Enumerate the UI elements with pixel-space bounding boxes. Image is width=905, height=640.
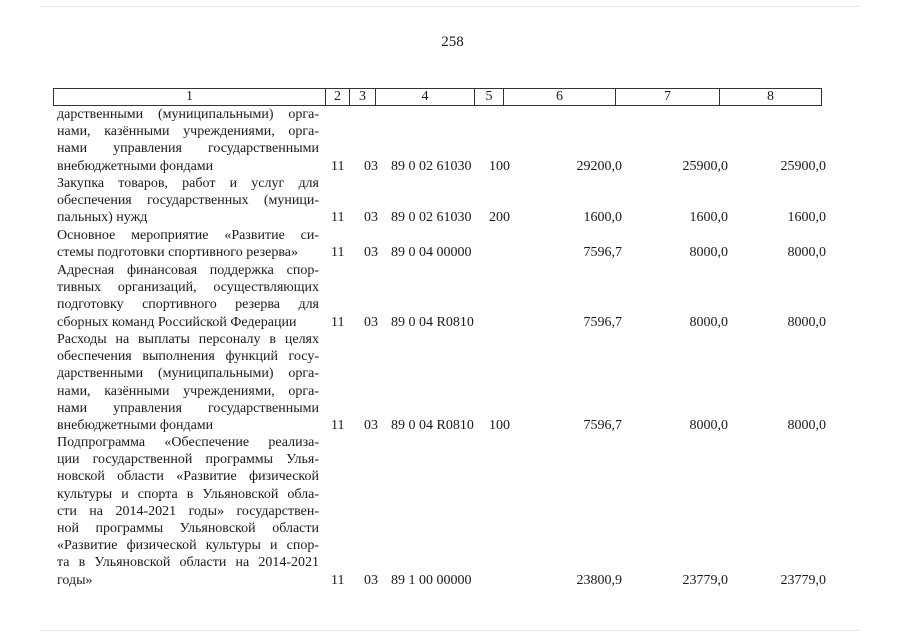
amount-col-7: 23779,0 (682, 572, 728, 588)
description-line: та в Ульяновской области на 2014-2021 (57, 555, 319, 571)
target-article-code: 89 0 04 R0810 (391, 314, 474, 330)
description-line: дарственными (муниципальными) орга- (57, 107, 319, 122)
description-line: обеспечения государственных (муници- (57, 193, 319, 209)
amount-col-6: 7596,7 (583, 314, 622, 330)
amount-col-7: 8000,0 (689, 418, 728, 433)
description-line: нами, казёнными учреждениями, орга- (57, 383, 319, 399)
target-article-code: 89 1 00 00000 (391, 572, 472, 588)
description-line: Закупка товаров, работ и услуг для (57, 176, 319, 191)
row-description (57, 434, 319, 589)
section-code: 11 (331, 418, 345, 433)
amount-col-7: 1600,0 (689, 210, 728, 226)
description-line: Подпрограмма «Обеспечение реализа- (57, 435, 319, 450)
subsection-code: 03 (364, 210, 378, 226)
column-header-4: 4 (376, 89, 475, 106)
section-code: 11 (331, 572, 345, 588)
column-header-6: 6 (504, 89, 616, 106)
amount-col-8: 25900,0 (780, 158, 826, 174)
scan-artifact-bottom (40, 630, 860, 631)
target-article-code: 89 0 02 61030 (391, 158, 472, 174)
description-line: Расходы на выплаты персоналу в целях (57, 332, 319, 347)
subsection-code: 03 (364, 314, 378, 330)
description-line: дарственными (муниципальными) орга- (57, 366, 319, 382)
column-header-2: 2 (326, 89, 350, 106)
description-line: внебюджетными фондами (57, 418, 214, 434)
column-header-7: 7 (616, 89, 720, 106)
column-header-1: 1 (54, 89, 326, 106)
section-code: 11 (331, 158, 345, 174)
row-description (57, 262, 319, 331)
row-description (57, 106, 319, 175)
description-line: годы» (57, 572, 93, 588)
amount-col-6: 29200,0 (576, 158, 622, 174)
description-line: стемы подготовки спортивного резерва» (57, 245, 298, 261)
amount-col-8: 8000,0 (787, 314, 826, 330)
description-line: нами управления государственными (57, 400, 319, 416)
description-line: обеспечения выполнения функций госу- (57, 349, 319, 365)
amount-col-6: 23800,9 (576, 572, 622, 588)
description-line: Адресная финансовая поддержка спор- (57, 263, 319, 278)
target-article-code: 89 0 04 R0810 (391, 418, 474, 433)
expense-type-code: 100 (489, 418, 510, 433)
description-line: подготовку спортивного резерва для (57, 297, 319, 313)
description-line: нами, казёнными учреждениями, орга- (57, 124, 319, 140)
description-line: сти на 2014-2021 годы» государствен- (57, 503, 319, 519)
subsection-code: 03 (364, 158, 378, 174)
amount-col-6: 1600,0 (583, 210, 622, 226)
row-description (57, 227, 319, 261)
section-code: 11 (331, 314, 345, 330)
subsection-code: 03 (364, 572, 378, 588)
description-line: новской области «Развитие физической (57, 469, 319, 485)
amount-col-7: 25900,0 (682, 158, 728, 174)
amount-col-8: 23779,0 (780, 572, 826, 588)
column-header-5: 5 (475, 89, 504, 106)
row-description (57, 175, 319, 227)
description-line: сборных команд Российской Федерации (57, 314, 297, 330)
description-line: Основное мероприятие «Развитие си- (57, 228, 319, 243)
subsection-code: 03 (364, 245, 378, 261)
section-code: 11 (331, 210, 345, 226)
subsection-code: 03 (364, 418, 378, 433)
target-article-code: 89 0 02 61030 (391, 210, 472, 226)
description-line: тивных организаций, осуществляющих (57, 280, 319, 296)
expense-type-code: 100 (489, 158, 510, 174)
description-line: «Развитие физической культуры и спор- (57, 538, 319, 554)
description-line: внебюджетными фондами (57, 158, 214, 174)
description-line: ной программы Ульяновской области (57, 521, 319, 537)
column-header-8: 8 (720, 89, 822, 106)
amount-col-6: 7596,7 (583, 418, 622, 433)
description-line: ции государственной программы Улья- (57, 452, 319, 468)
expense-type-code: 200 (489, 210, 510, 226)
column-header-table (53, 88, 822, 106)
description-line: нами управления государственными (57, 141, 319, 157)
row-description (57, 331, 319, 434)
amount-col-8: 8000,0 (787, 418, 826, 433)
description-line: культуры и спорта в Ульяновской обла- (57, 486, 319, 502)
amount-col-6: 7596,7 (583, 245, 622, 261)
target-article-code: 89 0 04 00000 (391, 245, 472, 261)
description-line: пальных) нужд (57, 210, 148, 226)
section-code: 11 (331, 245, 345, 261)
column-header-3: 3 (350, 89, 376, 106)
page-number: 258 (441, 34, 464, 50)
amount-col-8: 1600,0 (787, 210, 826, 226)
scan-artifact-top (40, 6, 860, 7)
amount-col-7: 8000,0 (689, 314, 728, 330)
amount-col-7: 8000,0 (689, 245, 728, 261)
amount-col-8: 8000,0 (787, 245, 826, 261)
